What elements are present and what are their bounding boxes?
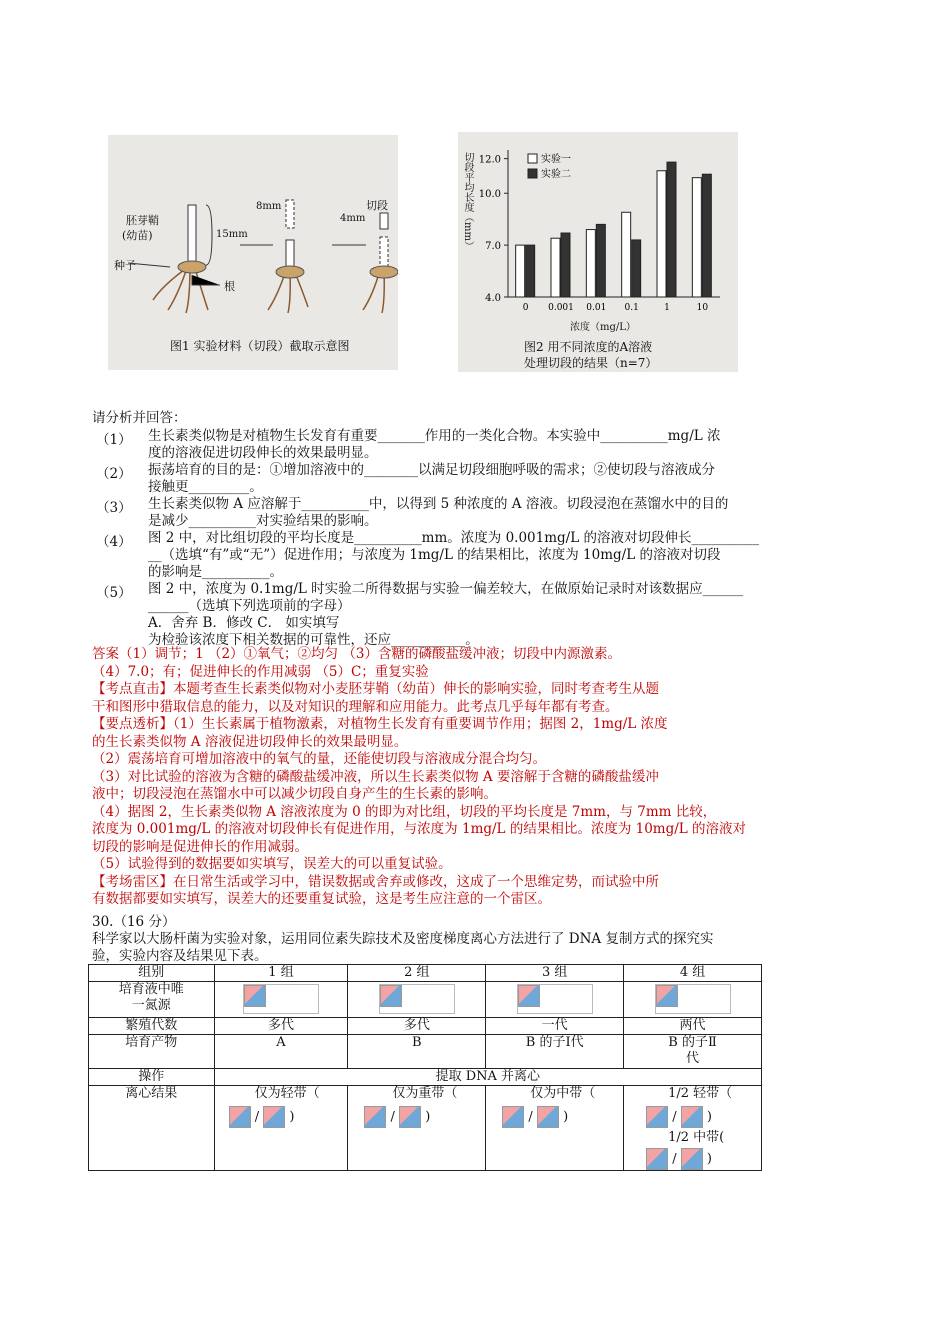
intro: 请分析并回答： [92, 410, 187, 426]
question-line: 的影响是__________。 [148, 564, 283, 580]
answer-line: 的生长素类似物 A 溶液促进切段伸长的效果最明显。 [92, 733, 408, 750]
answer-line: 【考点直击】本题考查生长素类似物对小麦胚芽鞘（幼苗）伸长的影响实验，同时考查考生从题 [92, 681, 659, 697]
answer-line: 切段的影响是促进伸长的作用减弱。 [92, 838, 308, 855]
table-cell: 培育液中唯 一氮源 [89, 982, 215, 1018]
table-cell: 1/2 轻带（ / ) 1/2 中带( / ) [624, 1086, 762, 1171]
table-row [89, 1035, 762, 1069]
x-tick-label: 0 [522, 303, 529, 313]
table-cell: 离心结果 [89, 1086, 215, 1171]
table-cell: 仅为重带（ / ) [348, 1086, 486, 1171]
answer-line: 【考场雷区】在日常生活或学习中，错误数据或舍弃或修改，这成了一个思维定势，而试验中所 [92, 873, 659, 890]
table-cell [486, 982, 624, 1018]
table-cell: 一代 [486, 1018, 624, 1035]
question-number: （5） [96, 585, 132, 601]
answer-line: （5）试验得到的数据要如实填写，误差大的可以重复试验。 [92, 856, 452, 872]
legend-swatch [528, 154, 537, 163]
table-row [89, 1018, 762, 1035]
q30-line-2: 验，实验内容及结果见下表。 [92, 948, 268, 964]
dim-8mm: 8mm [256, 201, 282, 212]
y-axis-label: 切段平均长度（mm） [462, 152, 473, 251]
x-tick-label: 1 [664, 303, 670, 313]
figure-2-caption-1: 图2 用不同浓度的A溶液 [524, 340, 653, 354]
table-header-cell: 4 组 [624, 965, 762, 982]
table-cell [214, 982, 348, 1018]
question-line: 生长素类似物是对植物生长发育有重要_______作用的一类化合物。本实验中__________mg/L 浓 [148, 428, 721, 444]
answer-line: 有数据都要如实填写，误差大的还要重复试验，这是考生应注意的一个雷区。 [92, 891, 551, 907]
table-cell: B [348, 1035, 486, 1069]
question-line: ______（选填下列选项前的字母） [148, 598, 351, 614]
figure-1-caption: 图1 实验材料（切段）截取示意图 [170, 339, 350, 353]
question-line: 为检验该浓度下相关数据的可靠性，还应___________。 [148, 632, 479, 648]
bar-exp2 [526, 245, 535, 297]
table-cell: B 的子Ⅰ代 [486, 1035, 624, 1069]
figure-2 [458, 132, 738, 372]
answer-line: 干和图形中猎取信息的能力，以及对知识的理解和应用能力。此考点几乎每年都有考查。 [92, 698, 619, 715]
table-cell [348, 982, 486, 1018]
image-placeholder-icon [656, 985, 678, 1007]
answer-line: 【要点透析】（1）生长素属于植物激素，对植物生长发育有重要调节作用；据图 2，1mg/L 浓度 [92, 716, 668, 732]
table-cell: A [214, 1035, 348, 1069]
question-line: 生长素类似物 A 应溶解于__________中，以得到 5 种浓度的 A 溶液。切段浸泡在蒸馏水中的目的 [148, 496, 729, 512]
figure-2-caption-2: 处理切段的结果（n=7） [524, 356, 658, 370]
experiment-table [88, 964, 762, 1171]
dim-4mm: 4mm [340, 213, 366, 224]
image-placeholder-icon [380, 985, 402, 1007]
bar-exp1 [692, 178, 701, 297]
figure-1 [108, 135, 398, 370]
table-cell: 提取 DNA 并离心 [214, 1069, 761, 1086]
label-segment: 切段 [366, 199, 388, 212]
table-row [89, 965, 762, 982]
bar-exp1 [622, 212, 631, 297]
y-tick-label: 10.0 [478, 189, 501, 201]
table-cell [624, 982, 762, 1018]
figure-1-diagram [108, 135, 398, 370]
q30-title: 30.（16 分） [92, 914, 176, 930]
table-cell: B 的子Ⅱ 代 [624, 1035, 762, 1069]
bar-exp2 [596, 224, 605, 297]
x-tick-label: 0.1 [624, 303, 639, 313]
bar-exp2 [561, 233, 570, 297]
y-tick-label: 12.0 [478, 154, 501, 166]
legend-label: 实验一 [541, 154, 571, 165]
question-line: 接触更_________。 [148, 479, 263, 495]
table-row [89, 1086, 762, 1171]
x-tick-label: 0.01 [586, 303, 607, 313]
question-line: 振荡培育的目的是：①增加溶液中的________以满足切段细胞呼吸的需求；②使切段与溶液成分 [148, 462, 715, 478]
question-line: A．舍弃 B．修改 C． 如实填写 [148, 615, 340, 631]
label-root: 根 [224, 280, 235, 293]
question-line: __（选填“有”或“无”）促进作用；与浓度为 1mg/L 的结果相比，浓度为 10mg/L 的溶液对切段 [148, 547, 721, 563]
image-placeholder-icon [244, 985, 266, 1007]
x-tick-label: 0.001 [548, 303, 574, 313]
table-header-cell: 1 组 [214, 965, 348, 982]
table-cell: 繁殖代数 [89, 1018, 215, 1035]
question-line: 图 2 中，浓度为 0.1mg/L 时实验二所得数据与实验一偏差较大，在做原始记录时对该数据应______ [148, 581, 744, 597]
answer-line: （4）据图 2，生长素类似物 A 溶液浓度为 0 的即为对比组，切段的平均长度是 7mm，与 7mm 比较， [92, 803, 717, 820]
y-tick-label: 4.0 [485, 293, 501, 304]
label-tip-2: (幼苗) [122, 229, 153, 242]
label-seed: 种子 [114, 259, 136, 272]
table-cell: 仅为轻带（ / ) [214, 1086, 348, 1171]
table-cell: 多代 [214, 1018, 348, 1035]
table-row [89, 1069, 762, 1086]
question-line: 度的溶液促进切段伸长的效果最明显。 [148, 445, 378, 461]
table-header-cell: 2 组 [348, 965, 486, 982]
question-line: 图 2 中，对比组切段的平均长度是__________mm。浓度为 0.001mg/L 的溶液对切段伸长__________ [148, 530, 759, 546]
bar-exp2 [702, 174, 711, 297]
answer-line: 答案（1）调节；1 （2）①氧气；②均匀 （3）含糖的磷酸盐缓冲液；切段中内源激素。 [92, 646, 621, 662]
bar-exp1 [657, 171, 666, 297]
table-cell: 培育产物 [89, 1035, 215, 1069]
question-number: （4） [96, 534, 132, 550]
answer-line: （4）7.0；有；促进伸长的作用减弱 （5）C；重复实验 [92, 663, 429, 680]
y-tick-label: 7.0 [485, 241, 501, 253]
bar-exp1 [516, 245, 525, 297]
answer-line: 浓度为 0.001mg/L 的溶液对切段伸长有促进作用，与浓度为 1mg/L 的结果相比。浓度为 10mg/L 的溶液对 [92, 821, 747, 837]
bar-exp2 [632, 240, 641, 297]
legend-swatch [528, 169, 537, 178]
table-header-cell: 3 组 [486, 965, 624, 982]
table-header-cell: 组别 [89, 965, 215, 982]
bar-chart [458, 132, 738, 372]
x-axis-label: 浓度（mg/L） [570, 322, 636, 333]
label-tip: 胚芽鞘 [126, 214, 159, 227]
question-number: （2） [96, 466, 132, 482]
dim-15mm: 15mm [216, 229, 248, 240]
table-cell: 仅为中带（ / ) [486, 1086, 624, 1171]
bar-exp1 [586, 230, 595, 297]
question-number: （3） [96, 500, 132, 516]
answer-line: （3）对比试验的溶液为含糖的磷酸盐缓冲液，所以生长素类似物 A 要溶解于含糖的磷酸盐缓冲 [92, 768, 659, 785]
bar-exp2 [667, 162, 676, 297]
question-line: 是减少__________对实验结果的影响。 [148, 513, 378, 529]
table-cell: 操作 [89, 1069, 215, 1086]
table-row [89, 982, 762, 1018]
image-placeholder-icon [518, 985, 540, 1007]
answer-line: （2）震荡培育可增加溶液中的氧气的量，还能使切段与溶液成分混合均匀。 [92, 751, 547, 767]
table-cell: 多代 [348, 1018, 486, 1035]
question-number: （1） [96, 432, 132, 448]
x-tick-label: 10 [696, 303, 709, 313]
table-cell: 两代 [624, 1018, 762, 1035]
bar-exp1 [551, 238, 560, 297]
legend-label: 实验二 [541, 169, 571, 180]
q30-line-1: 科学家以大肠杆菌为实验对象，运用同位素失踪技术及密度梯度离心方法进行了 DNA 复制方式的探究实 [92, 931, 714, 947]
answer-line: 液中；切段浸泡在蒸馏水中可以减少切段自身产生的生长素的影响。 [92, 786, 497, 802]
